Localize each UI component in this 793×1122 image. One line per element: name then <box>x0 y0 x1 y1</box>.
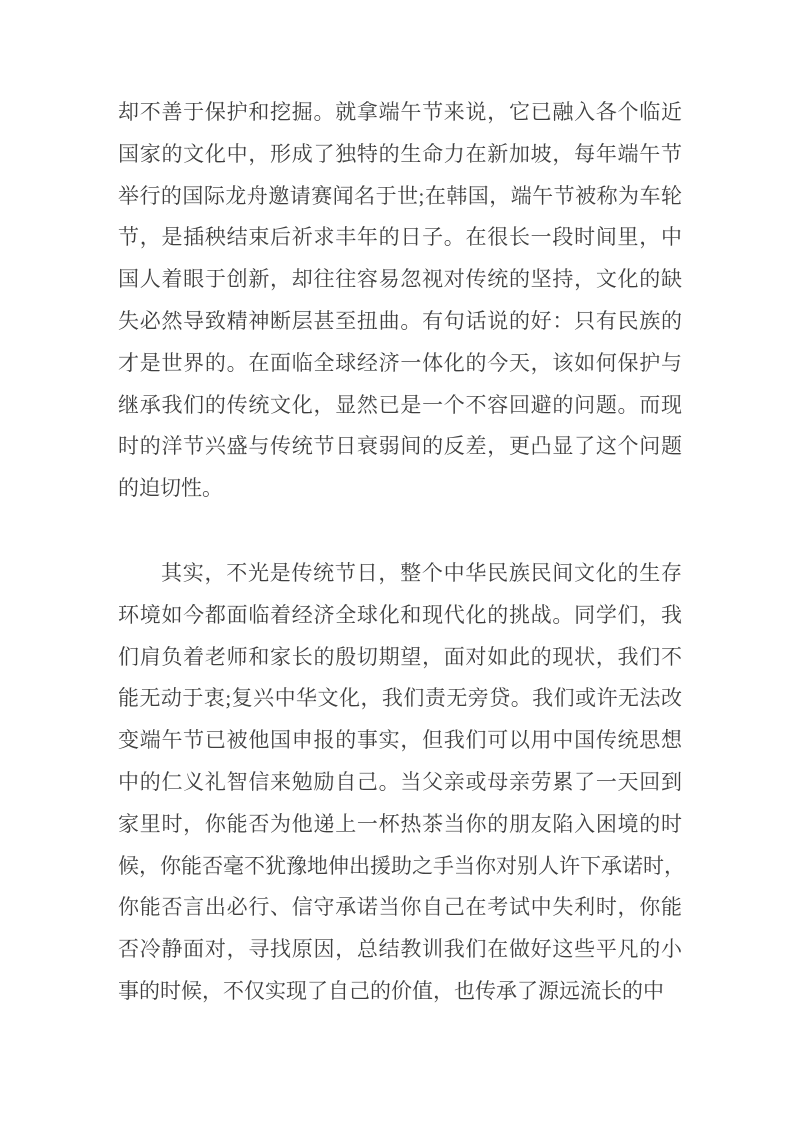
paragraph-spacer <box>118 510 682 553</box>
text-line: 其实，不光是传统节日，整个中华民族民间文化的生存 <box>161 560 682 585</box>
text-line: 环境如今都面临着经济全球化和现代化的挑战。同学们，我 <box>118 602 682 627</box>
text-line: 们肩负着老师和家长的殷切期望，面对如此的现状，我们不 <box>118 644 682 669</box>
essay-text-block <box>118 92 685 1013</box>
text-line: 候，你能否毫不犹豫地伸出援助之手当你对别人许下承诺时， <box>118 853 685 878</box>
text-line: 国家的文化中，形成了独特的生命力在新加坡，每年端午节 <box>118 141 682 166</box>
text-line: 举行的国际龙舟邀请赛闻名于世;在韩国，端午节被称为车轮 <box>118 183 682 208</box>
text-line: 的迫切性。 <box>118 476 223 501</box>
text-line: 失必然导致精神断层甚至扭曲。有句话说的好：只有民族的 <box>118 308 682 333</box>
text-line: 能无动于衷;复兴中华文化，我们责无旁贷。我们或许无法改 <box>118 686 682 711</box>
text-line: 节，是插秧结束后祈求丰年的日子。在很长一段时间里，中 <box>118 225 682 250</box>
text-line: 继承我们的传统文化，显然已是一个不容回避的问题。而现 <box>118 392 682 417</box>
text-line: 家里时，你能否为他递上一杯热茶当你的朋友陷入困境的时 <box>118 811 682 836</box>
text-line: 你能否言出必行、信守承诺当你自己在考试中失利时，你能 <box>118 895 682 920</box>
text-line: 事的时候，不仅实现了自己的价值，也传承了源远流长的中 <box>118 978 664 1003</box>
text-line: 却不善于保护和挖掘。就拿端午节来说，它已融入各个临近 <box>118 100 682 124</box>
text-line: 国人着眼于创新，却往往容易忽视对传统的坚持，文化的缺 <box>118 267 682 292</box>
text-line: 才是世界的。在面临全球经济一体化的今天，该如何保护与 <box>118 350 682 375</box>
text-line: 否冷静面对，寻找原因，总结教训我们在做好这些平凡的小 <box>118 937 682 962</box>
paragraph-2 <box>118 553 685 1013</box>
text-line: 变端午节已被他国申报的事实，但我们可以用中国传统思想 <box>118 728 682 753</box>
paragraph-1 <box>118 92 682 510</box>
text-line: 中的仁义礼智信来勉励自己。当父亲或母亲劳累了一天回到 <box>118 769 682 794</box>
text-line: 时的洋节兴盛与传统节日衰弱间的反差，更凸显了这个问题 <box>118 434 682 459</box>
